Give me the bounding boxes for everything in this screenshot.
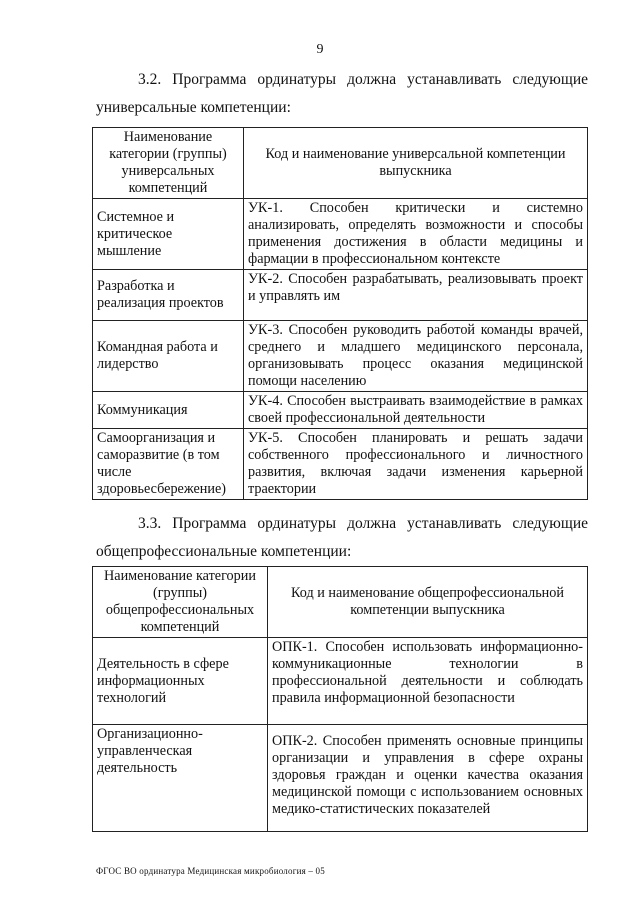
table-row (93, 270, 588, 321)
table-header-row (93, 567, 588, 638)
general-professional-competencies-table (92, 566, 588, 832)
intro-line-cont: общепрофессиональные компетенции: (96, 543, 352, 560)
description-cell: УК-1. Способен критически и системно анализировать, определять возможности и способы применения достижения в области медицины и фармации в профессиональном контексте (244, 199, 588, 270)
category-cell: Разработка и реализация проектов (93, 270, 244, 321)
description-cell: УК-4. Способен выстраивать взаимодействие в рамках своей профессиональной деятельности (244, 392, 588, 429)
category-cell: Организационно-управленческая деятельность (93, 725, 268, 832)
header-code: Код и наименование универсальной компетенции выпускника (244, 128, 588, 199)
header-category: Наименование категории (группы) общепрофессиональных компетенций (93, 567, 268, 638)
table-header-row (93, 128, 588, 199)
header-code: Код и наименование общепрофессиональной компетенции выпускника (268, 567, 588, 638)
category-cell: Самоорганизация и саморазвитие (в том числе здоровьесбережение) (93, 429, 244, 500)
header-category: Наименование категории (группы) универсальных компетенций (93, 128, 244, 199)
description-cell: ОПК-1. Способен использовать информационно-коммуникационные технологии в профессиональной деятельности и соблюдать правила информационной безопасности (268, 638, 588, 725)
category-cell: Командная работа и лидерство (93, 321, 244, 392)
intro-line: 3.3. Программа ординатуры должна устанавливать следующие (138, 515, 588, 532)
table-row (93, 725, 588, 832)
table-row (93, 638, 588, 725)
section-3-2-intro (96, 66, 588, 122)
table-row (93, 199, 588, 270)
description-cell: УК-5. Способен планировать и решать задачи собственного профессионального и личностного развития, включая задачи изменения карьерной траектории (244, 429, 588, 500)
table-row (93, 321, 588, 392)
category-cell: Деятельность в сфере информационных технологий (93, 638, 268, 725)
page-number: 9 (316, 42, 324, 57)
category-cell: Коммуникация (93, 392, 244, 429)
table-row (93, 392, 588, 429)
section-3-3-intro (96, 510, 588, 566)
description-cell: УК-3. Способен руководить работой команды врачей, среднего и младшего медицинского персонала, организовывать процесс оказания медицинской помощи населению (244, 321, 588, 392)
table-row (93, 429, 588, 500)
intro-line: 3.2. Программа ординатуры должна устанавливать следующие (138, 71, 588, 88)
category-cell: Системное и критическое мышление (93, 199, 244, 270)
footer: ФГОС ВО ординатура Медицинская микробиология – 05 (96, 866, 325, 876)
intro-line-cont: универсальные компетенции: (96, 99, 291, 116)
universal-competencies-table (92, 127, 588, 500)
description-cell: ОПК-2. Способен применять основные принципы организации и управления в сфере охраны здоровья граждан и оценки качества оказания медицинской помощи с использованием основных медико-статистических показателей (268, 725, 588, 832)
description-cell: УК-2. Способен разрабатывать, реализовывать проект и управлять им (244, 270, 588, 321)
